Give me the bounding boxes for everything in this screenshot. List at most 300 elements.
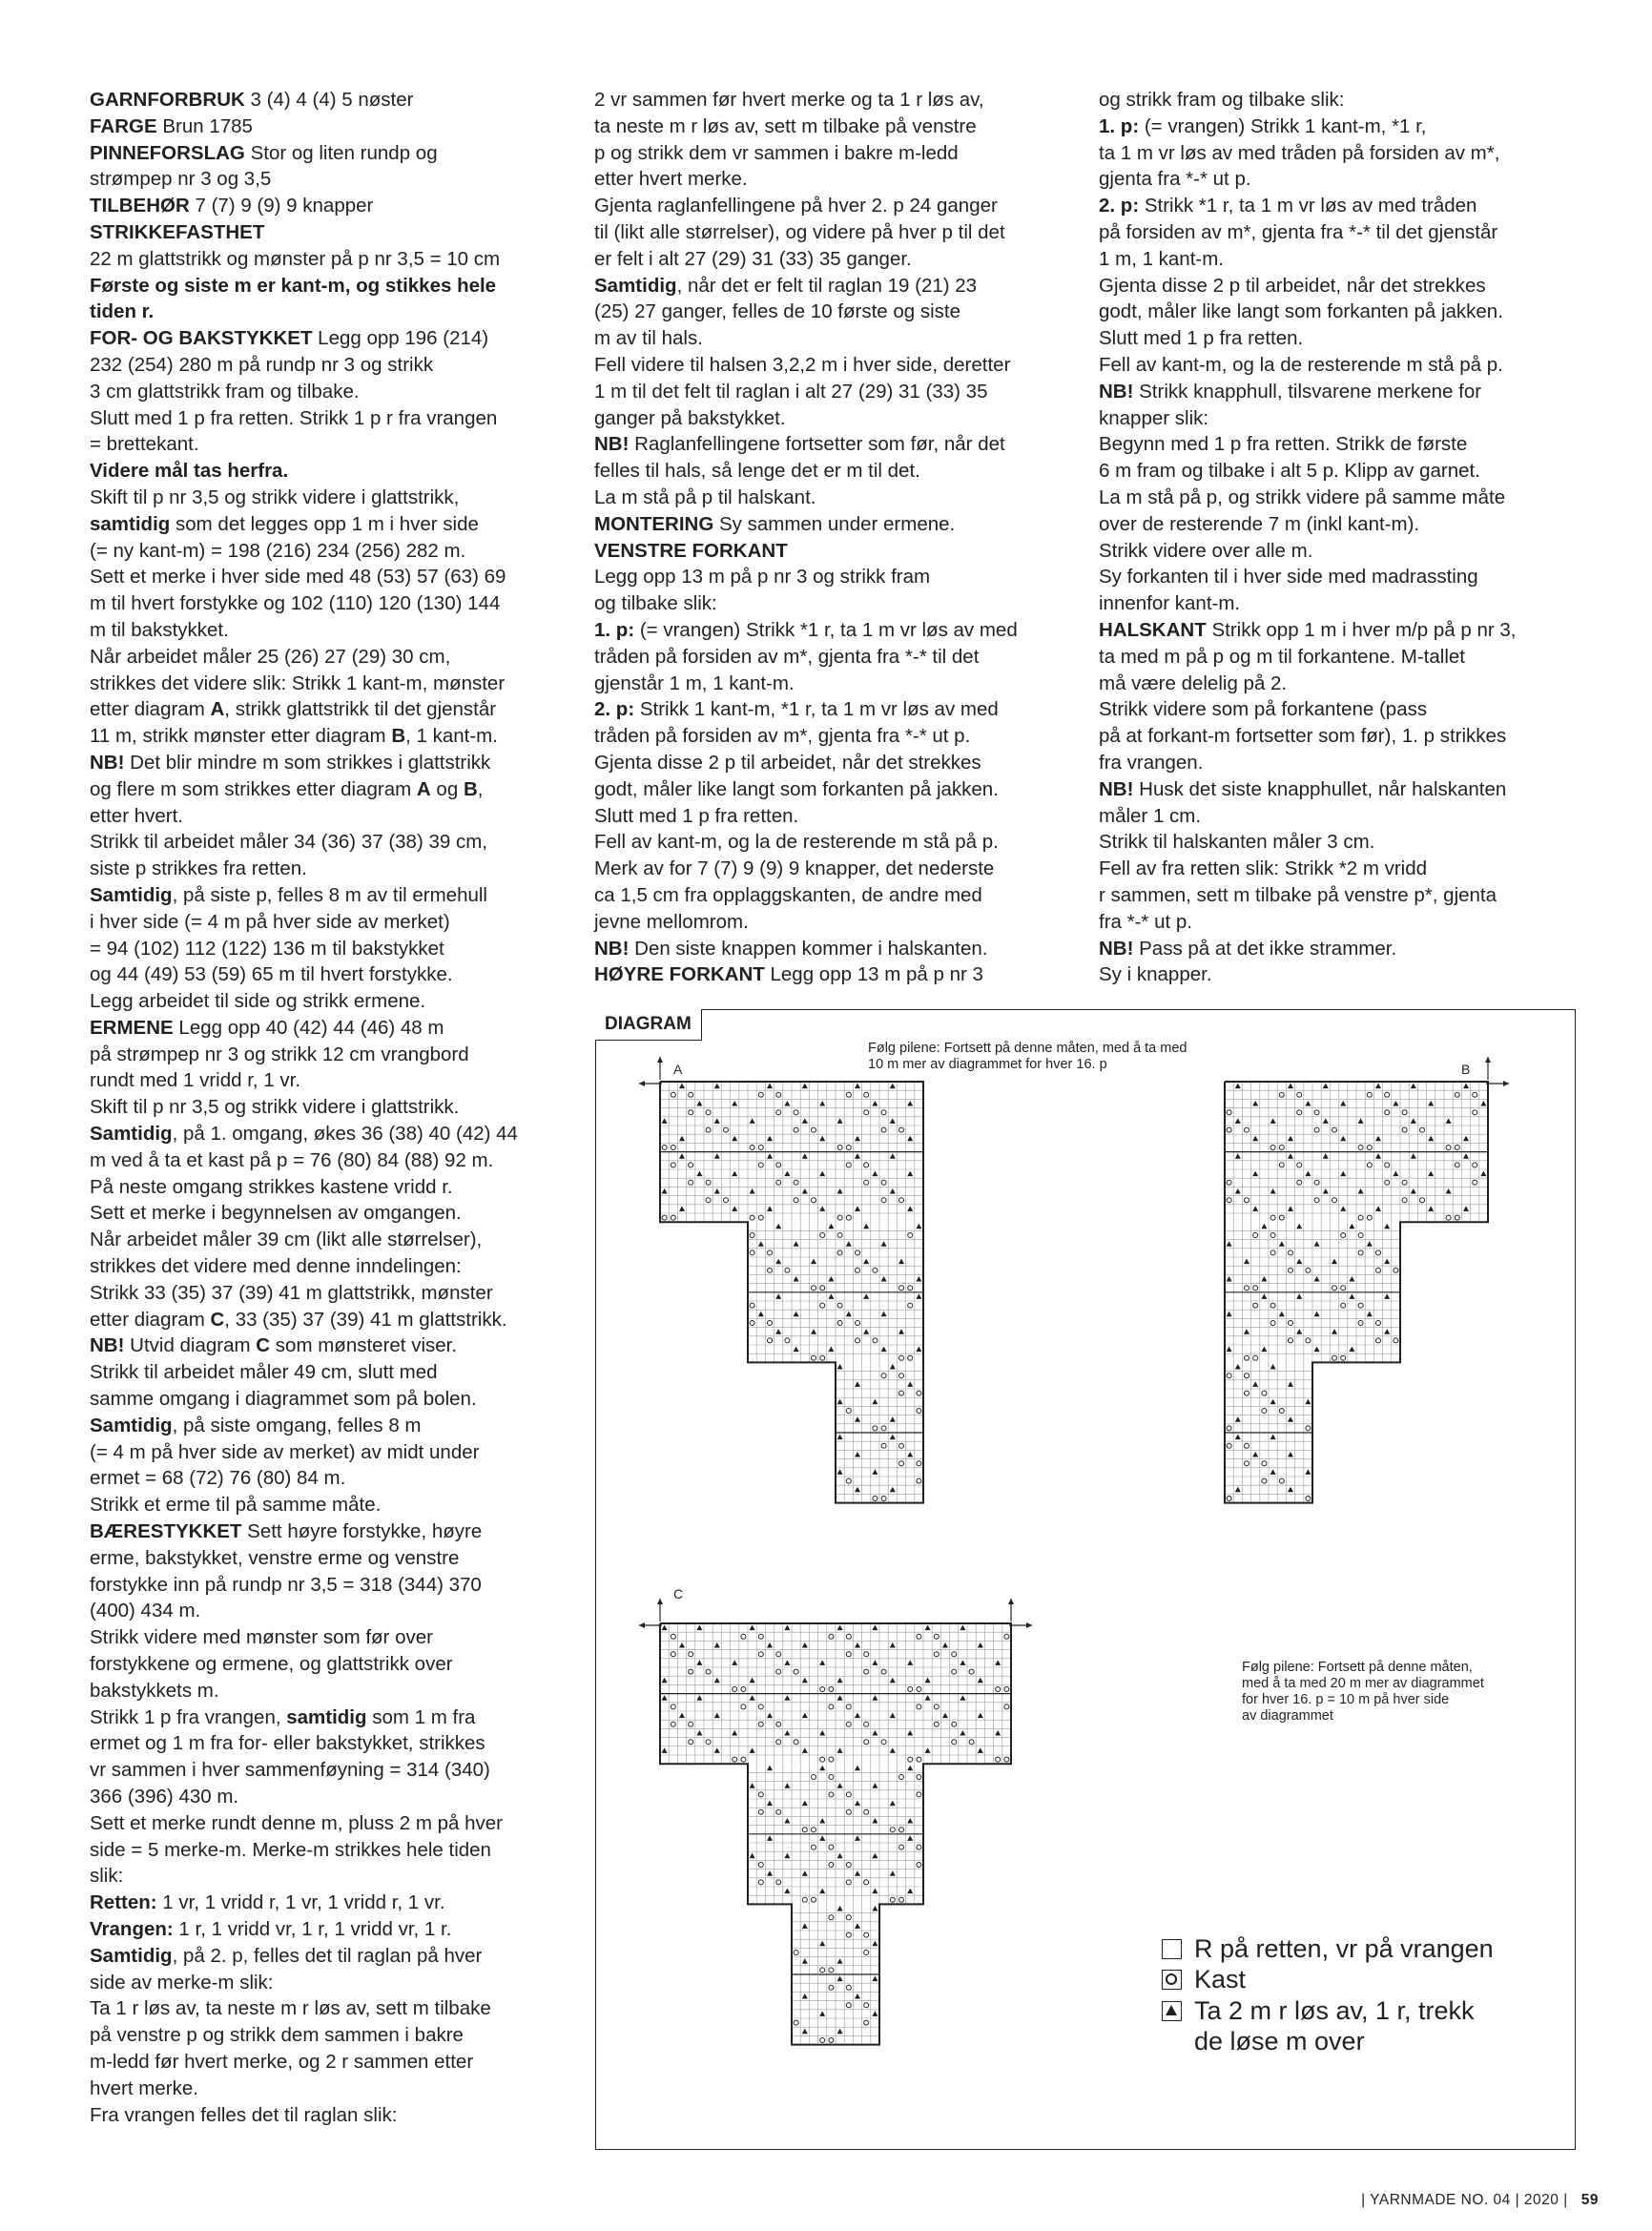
text-run: forstykkene og ermene, og glattstrikk over bbox=[90, 1653, 453, 1676]
page-footer bbox=[1361, 2192, 1599, 2209]
text-line bbox=[90, 961, 586, 988]
text-run: Strikk videre med mønster som før over bbox=[90, 1626, 433, 1649]
text-line bbox=[594, 140, 1090, 167]
text-run: (= vrangen) Strikk 1 kant-m, *1 r, bbox=[1139, 114, 1427, 137]
text-line bbox=[594, 590, 1090, 617]
bold-text: STRIKKEFASTHET bbox=[90, 220, 265, 243]
text-line bbox=[1099, 431, 1595, 458]
arrow-head bbox=[1485, 1057, 1491, 1063]
text-run: innenfor kant-m. bbox=[1099, 592, 1241, 615]
text-line bbox=[594, 909, 1090, 936]
text-run: tråden på forsiden av m*, gjenta fra *-* til det bbox=[594, 645, 980, 668]
note-ab bbox=[868, 1041, 1187, 1073]
text-line bbox=[1099, 961, 1595, 988]
text-run: (= 4 m på hver side av merket) av midt under bbox=[90, 1440, 480, 1463]
legend-label: Ta 2 m r løs av, 1 r, trekk bbox=[1194, 1996, 1475, 2025]
text-run: ta 1 m vr løs av med tråden på forsiden av m*, bbox=[1099, 141, 1500, 164]
text-line bbox=[594, 379, 1090, 405]
text-line bbox=[90, 1067, 586, 1094]
text-line bbox=[1099, 87, 1595, 114]
text-line bbox=[1099, 936, 1595, 962]
text-line bbox=[1099, 140, 1595, 167]
text-line bbox=[90, 882, 586, 909]
text-run: som mønsteret viser. bbox=[270, 1334, 458, 1357]
text-run: Strikk knapphull, tilsvarene merkene for bbox=[1133, 380, 1482, 403]
bold-text: Samtidig bbox=[90, 1123, 173, 1146]
text-run: = 94 (102) 112 (122) 136 m til bakstykket bbox=[90, 937, 444, 960]
bold-text: samtidig bbox=[286, 1705, 367, 1728]
text-run: er felt i alt 27 (29) 31 (33) 35 ganger. bbox=[594, 247, 912, 270]
text-line bbox=[1099, 193, 1595, 219]
text-line bbox=[90, 1545, 586, 1572]
text-run: På neste omgang strikkes kastene vridd r. bbox=[90, 1175, 453, 1198]
text-line bbox=[594, 856, 1090, 882]
bold-text: HØYRE FORKANT bbox=[594, 963, 765, 986]
text-run: 3 (4) 4 (4) 5 nøster bbox=[244, 89, 414, 111]
text-run: i hver side (= 4 m på hver side av merket) bbox=[90, 910, 450, 933]
text-line bbox=[90, 1810, 586, 1837]
text-column-3 bbox=[1099, 87, 1595, 988]
text-run: ca 1,5 cm fra opplaggskanten, de andre med bbox=[594, 883, 982, 906]
text-run: , på 1. omgang, økes 36 (38) 40 (42) 44 bbox=[172, 1123, 518, 1146]
text-line bbox=[90, 1678, 586, 1704]
text-line bbox=[594, 696, 1090, 723]
text-line bbox=[90, 1837, 586, 1864]
text-line bbox=[90, 988, 586, 1015]
text-run: Sett høyre forstykke, høyre bbox=[241, 1520, 483, 1543]
text-run: , strikk glattstrikk til det gjenstår bbox=[224, 698, 497, 721]
text-line bbox=[1099, 882, 1595, 909]
text-line bbox=[1099, 696, 1595, 723]
bold-text: C bbox=[210, 1308, 225, 1331]
text-run: Skift til p nr 3,5 og strikk videre i glattstrikk, bbox=[90, 485, 460, 508]
text-line bbox=[594, 882, 1090, 909]
text-run: = brettekant. bbox=[90, 433, 199, 456]
text-run: Når arbeidet måler 25 (26) 27 (29) 30 cm, bbox=[90, 645, 451, 668]
text-column-1 bbox=[90, 87, 586, 2128]
text-run: og 44 (49) 53 (59) 65 m til hvert forstykke. bbox=[90, 963, 453, 986]
text-run: godt, måler like langt som forkanten på jakken. bbox=[1099, 300, 1503, 323]
bold-text: NB! bbox=[1099, 777, 1134, 800]
bold-text: B bbox=[391, 725, 406, 748]
bold-text: FOR- OG BAKSTYKKET bbox=[90, 327, 313, 350]
text-run: Fra vrangen felles det til raglan slik: bbox=[90, 2103, 398, 2126]
text-line bbox=[594, 352, 1090, 379]
text-run: m til hvert forstykke og 102 (110) 120 (130) 144 bbox=[90, 592, 501, 615]
bold-text: 2. p: bbox=[594, 698, 635, 721]
text-run: på forsiden av m*, gjenta fra *-* til det gjenstår bbox=[1099, 220, 1498, 243]
text-run: godt, måler like langt som forkanten på jakken. bbox=[594, 777, 999, 800]
legend-label: R på retten, vr på vrangen bbox=[1194, 1934, 1494, 1963]
text-run: og tilbake slik: bbox=[594, 592, 717, 615]
text-run: rundt med 1 vridd r, 1 vr. bbox=[90, 1069, 301, 1092]
circle-icon bbox=[1162, 1970, 1182, 1990]
arrow-head bbox=[639, 1622, 645, 1628]
bold-text: NB! bbox=[1099, 937, 1134, 960]
text-line bbox=[90, 723, 586, 750]
text-run: m til bakstykket. bbox=[90, 618, 229, 641]
text-line bbox=[90, 1943, 586, 1970]
bold-text: MONTERING bbox=[594, 512, 714, 535]
note-c-line: for hver 16. p = 10 m på hver side bbox=[1242, 1692, 1450, 1707]
bold-text: 2. p: bbox=[1099, 195, 1140, 217]
text-run: Brun 1785 bbox=[156, 114, 253, 137]
note-c bbox=[1242, 1660, 1484, 1725]
text-run: Sy sammen under ermene. bbox=[713, 512, 956, 535]
text-run: ermet = 68 (72) 76 (80) 84 m. bbox=[90, 1467, 346, 1490]
text-run: strikkes det videre slik: Strikk 1 kant-m, mønster bbox=[90, 671, 506, 694]
text-line bbox=[90, 1518, 586, 1545]
text-run: jevne mellomrom. bbox=[594, 910, 749, 933]
bold-text: tiden r. bbox=[90, 300, 155, 323]
text-run: Sett et merke rundt denne m, pluss 2 m på hver bbox=[90, 1811, 503, 1834]
bold-text: ERMENE bbox=[90, 1016, 174, 1039]
text-line bbox=[90, 2076, 586, 2102]
text-line bbox=[594, 961, 1090, 988]
bold-text: Samtidig bbox=[594, 274, 677, 297]
bold-text: NB! bbox=[90, 751, 125, 774]
text-line bbox=[90, 1890, 586, 1916]
text-run: tråden på forsiden av m*, gjenta fra *-* ut p. bbox=[594, 725, 971, 748]
text-line bbox=[1099, 644, 1595, 671]
text-run: strikkes det videre med denne inndelingen: bbox=[90, 1255, 462, 1278]
text-run: m av til hals. bbox=[594, 327, 703, 350]
knitting-chart bbox=[595, 1009, 1576, 2150]
text-line bbox=[90, 114, 586, 140]
text-line bbox=[1099, 564, 1595, 590]
text-run: 3 cm glattstrikk fram og tilbake. bbox=[90, 380, 360, 403]
text-line bbox=[90, 1651, 586, 1678]
text-run: (25) 27 ganger, felles de 10 første og siste bbox=[594, 300, 961, 323]
text-line bbox=[1099, 325, 1595, 352]
text-run: , 33 (35) 37 (39) 41 m glattstrikk. bbox=[224, 1308, 507, 1331]
bold-text: samtidig bbox=[90, 512, 171, 535]
text-run: Strikk videre over alle m. bbox=[1099, 539, 1313, 562]
text-run: , på siste omgang, felles 8 m bbox=[172, 1414, 422, 1436]
text-run: Legg opp 196 (214) bbox=[312, 327, 489, 350]
text-run: gjenstår 1 m, 1 kant-m. bbox=[594, 671, 795, 694]
text-run: Strikk opp 1 m i hver m/p på p nr 3, bbox=[1206, 618, 1517, 641]
text-run: over de resterende 7 m (inkl kant-m). bbox=[1099, 512, 1420, 535]
text-line bbox=[594, 671, 1090, 697]
text-line bbox=[90, 750, 586, 776]
text-line bbox=[90, 405, 586, 432]
bold-text: TILBEHØR bbox=[90, 195, 190, 217]
text-run: etter hvert merke. bbox=[594, 168, 748, 191]
page-number: 59 bbox=[1580, 2192, 1599, 2208]
text-run: , bbox=[477, 777, 484, 800]
text-line bbox=[1099, 458, 1595, 485]
text-line bbox=[594, 723, 1090, 750]
triangle-icon bbox=[1162, 2001, 1182, 2021]
text-line bbox=[90, 1386, 586, 1413]
bold-text: A bbox=[416, 777, 431, 800]
text-line bbox=[594, 246, 1090, 273]
text-line bbox=[90, 1200, 586, 1227]
note-ab-line: Følg pilene: Fortsett på denne måten, med å ta med bbox=[868, 1041, 1187, 1056]
text-run: på strømpep nr 3 og strikk 12 cm vrangbord bbox=[90, 1043, 469, 1065]
text-line bbox=[90, 538, 586, 565]
text-line bbox=[594, 564, 1090, 590]
bold-text: HALSKANT bbox=[1099, 618, 1207, 641]
diagram-title: DIAGRAM bbox=[595, 1009, 702, 1041]
text-line bbox=[594, 87, 1090, 114]
bold-text: FARGE bbox=[90, 114, 157, 137]
text-line bbox=[1099, 352, 1595, 379]
note-c-line: Følg pilene: Fortsett på denne måten, bbox=[1242, 1660, 1473, 1675]
text-run: , 1 kant-m. bbox=[405, 725, 498, 748]
text-run: Den siste knappen kommer i halskanten. bbox=[629, 937, 988, 960]
legend-item-yarnover bbox=[1162, 1965, 1246, 1994]
legend-label: Kast bbox=[1194, 1965, 1247, 1993]
text-line bbox=[90, 1916, 586, 1943]
text-run: Gjenta raglanfellingene på hver 2. p 24 ganger bbox=[594, 195, 998, 217]
bold-text: Samtidig bbox=[90, 1944, 173, 1967]
text-run: strømpep nr 3 og 3,5 bbox=[90, 168, 272, 191]
text-line bbox=[90, 1995, 586, 2022]
text-line bbox=[1099, 299, 1595, 325]
text-run: som 1 m fra bbox=[366, 1705, 476, 1728]
text-run: (400) 434 m. bbox=[90, 1600, 201, 1622]
bold-text: Videre mål tas herfra. bbox=[90, 460, 289, 483]
footer-text: | YARNMADE NO. 04 | 2020 | bbox=[1361, 2192, 1568, 2208]
text-line bbox=[1099, 617, 1595, 644]
text-run: La m stå på p til halskant. bbox=[594, 485, 816, 508]
text-line bbox=[90, 1598, 586, 1624]
text-run: Strikk til halskanten måler 3 cm. bbox=[1099, 831, 1375, 854]
text-line bbox=[594, 538, 1090, 565]
text-run: (= ny kant-m) = 198 (216) 234 (256) 282 m. bbox=[90, 539, 466, 562]
text-line bbox=[90, 2022, 586, 2049]
text-line bbox=[90, 325, 586, 352]
text-run: etter hvert. bbox=[90, 804, 183, 827]
text-run: og bbox=[430, 777, 464, 800]
bold-text: 1. p: bbox=[594, 618, 635, 641]
text-line bbox=[90, 1280, 586, 1307]
text-run: Merk av for 7 (7) 9 (9) 9 knapper, det nederste bbox=[594, 857, 995, 880]
text-line bbox=[90, 1253, 586, 1280]
text-line bbox=[594, 458, 1090, 485]
text-run: må være delelig på 2. bbox=[1099, 671, 1288, 694]
text-line bbox=[90, 696, 586, 723]
text-line bbox=[1099, 219, 1595, 246]
bold-text: PINNEFORSLAG bbox=[90, 141, 245, 164]
text-line bbox=[594, 166, 1090, 193]
text-line bbox=[1099, 538, 1595, 565]
text-line bbox=[90, 590, 586, 617]
text-line bbox=[594, 644, 1090, 671]
text-run: 1 r, 1 vridd vr, 1 r, 1 vridd vr, 1 r. bbox=[173, 1917, 452, 1940]
text-line bbox=[90, 1784, 586, 1810]
text-line bbox=[594, 776, 1090, 803]
text-line bbox=[594, 617, 1090, 644]
text-line bbox=[90, 617, 586, 644]
text-run: Stor og liten rundp og bbox=[244, 141, 438, 164]
text-run: , når det er felt til raglan 19 (21) 23 bbox=[676, 274, 978, 297]
text-run: Legg arbeidet til side og strikk ermene. bbox=[90, 990, 426, 1013]
text-line bbox=[1099, 909, 1595, 936]
text-run: fra vrangen. bbox=[1099, 751, 1204, 774]
text-run: Sett et merke i begynnelsen av omgangen. bbox=[90, 1202, 462, 1225]
text-run: Raglanfellingene fortsetter som før, når det bbox=[629, 433, 1005, 456]
text-line bbox=[1099, 829, 1595, 856]
text-line bbox=[594, 803, 1090, 830]
text-run: p og strikk dem vr sammen i bakre m-ledd bbox=[594, 141, 959, 164]
bold-text: Retten: bbox=[90, 1891, 157, 1914]
text-run: Husk det siste knapphullet, når halskanten bbox=[1133, 777, 1507, 800]
text-run: Ta 1 r løs av, ta neste m r løs av, sett m tilbake bbox=[90, 1997, 491, 2020]
bold-text: Vrangen: bbox=[90, 1917, 174, 1940]
text-run: på at forkant-m fortsetter som før), 1. p strikkes bbox=[1099, 725, 1507, 748]
text-run: gjenta fra *-* ut p. bbox=[1099, 168, 1251, 191]
text-run: samme omgang i diagrammet som på bolen. bbox=[90, 1388, 477, 1411]
text-line bbox=[594, 193, 1090, 219]
text-line bbox=[1099, 750, 1595, 776]
text-run: side = 5 merke-m. Merke-m strikkes hele tiden bbox=[90, 1838, 491, 1861]
text-line bbox=[90, 2049, 586, 2076]
text-run: og flere m som strikkes etter diagram bbox=[90, 777, 417, 800]
text-run: Strikk videre som på forkantene (pass bbox=[1099, 698, 1428, 721]
text-run: til (likt alle størrelser), og videre på hver p til det bbox=[594, 220, 1005, 243]
text-line bbox=[1099, 273, 1595, 300]
text-run: 7 (7) 9 (9) 9 knapper bbox=[189, 195, 374, 217]
text-run: Strikk *1 r, ta 1 m vr løs av med tråden bbox=[1139, 195, 1477, 217]
text-run: Sett et merke i hver side med 48 (53) 57 (63) 69 bbox=[90, 566, 506, 589]
text-line bbox=[90, 1465, 586, 1492]
note-ab-line: 10 m mer av diagrammet for hver 16. p bbox=[868, 1057, 1107, 1072]
text-run: Gjenta disse 2 p til arbeidet, når det strekkes bbox=[1099, 274, 1486, 297]
diagram-a-label: A bbox=[673, 1062, 683, 1077]
text-line bbox=[90, 1042, 586, 1068]
text-run: Gjenta disse 2 p til arbeidet, når det strekkes bbox=[594, 751, 981, 774]
text-line bbox=[90, 644, 586, 671]
text-line bbox=[90, 193, 586, 219]
text-run: som det legges opp 1 m i hver side bbox=[170, 512, 479, 535]
text-run: felles til hals, så lenge det er m til det. bbox=[594, 460, 920, 483]
text-line bbox=[1099, 590, 1595, 617]
text-run: 6 m fram og tilbake i alt 5 p. Klipp av garnet. bbox=[1099, 460, 1480, 483]
text-line bbox=[90, 1863, 586, 1890]
text-run: Utvid diagram bbox=[124, 1334, 257, 1357]
text-line bbox=[90, 1307, 586, 1333]
text-run: 22 m glattstrikk og mønster på p nr 3,5 = 10 cm bbox=[90, 247, 501, 270]
text-line bbox=[90, 87, 586, 114]
text-line bbox=[1099, 803, 1595, 830]
text-line bbox=[594, 325, 1090, 352]
text-line bbox=[594, 936, 1090, 962]
text-run: Skift til p nr 3,5 og strikk videre i glattstrikk. bbox=[90, 1096, 460, 1119]
text-run: Legg opp 40 (42) 44 (46) 48 m bbox=[173, 1016, 444, 1039]
text-run: Slutt med 1 p fra retten. bbox=[1099, 327, 1304, 350]
text-run: Det blir mindre m som strikkes i glattstrikk bbox=[124, 751, 491, 774]
text-line bbox=[90, 458, 586, 485]
text-line bbox=[90, 1174, 586, 1201]
legend-label: de løse m over bbox=[1194, 2027, 1365, 2055]
text-run: 1 m, 1 kant-m. bbox=[1099, 247, 1225, 270]
text-run: hvert merke. bbox=[90, 2076, 198, 2099]
note-c-line: av diagrammet bbox=[1242, 1708, 1333, 1724]
text-line bbox=[90, 1439, 586, 1466]
bold-text: NB! bbox=[90, 1334, 125, 1357]
text-line bbox=[1099, 405, 1595, 432]
text-run: ta med m på p og m til forkantene. M-tallet bbox=[1099, 645, 1465, 668]
text-line bbox=[1099, 511, 1595, 538]
arrow-head bbox=[639, 1081, 645, 1086]
diagram-c-label: C bbox=[673, 1586, 684, 1601]
text-run: Fell av fra retten slik: Strikk *2 m vridd bbox=[1099, 857, 1428, 880]
bold-text: C bbox=[256, 1334, 271, 1357]
text-run: på venstre p og strikk dem sammen i bakre bbox=[90, 2024, 464, 2047]
text-run: etter diagram bbox=[90, 698, 211, 721]
text-line bbox=[90, 431, 586, 458]
text-line bbox=[90, 1015, 586, 1042]
arrow-head bbox=[657, 1599, 663, 1604]
text-line bbox=[90, 671, 586, 697]
text-line bbox=[90, 273, 586, 300]
text-run: 2 vr sammen før hvert merke og ta 1 r løs av, bbox=[594, 89, 984, 111]
text-line bbox=[594, 299, 1090, 325]
text-line bbox=[90, 140, 586, 167]
text-run: og strikk fram og tilbake slik: bbox=[1099, 89, 1345, 111]
diagram-b-label: B bbox=[1461, 1062, 1471, 1077]
arrow-head bbox=[1008, 1599, 1014, 1604]
note-c-line: med å ta med 20 m mer av diagrammet bbox=[1242, 1676, 1484, 1691]
arrow-head bbox=[1026, 1622, 1032, 1628]
text-line bbox=[90, 1970, 586, 1996]
text-line bbox=[90, 1121, 586, 1147]
text-line bbox=[1099, 671, 1595, 697]
text-run: 1 m til det felt til raglan i alt 27 (29) 31 (33) 35 bbox=[594, 380, 988, 403]
text-line bbox=[1099, 776, 1595, 803]
text-run: Legg opp 13 m på p nr 3 bbox=[764, 963, 983, 986]
text-run: Sy i knapper. bbox=[1099, 963, 1212, 986]
text-line bbox=[90, 1572, 586, 1599]
text-run: ta neste m r løs av, sett m tilbake på venstre bbox=[594, 114, 977, 137]
text-run: Strikk et erme til på samme måte. bbox=[90, 1494, 382, 1517]
bold-text: NB! bbox=[594, 937, 630, 960]
text-line bbox=[90, 246, 586, 273]
text-run: m-ledd før hvert merke, og 2 r sammen etter bbox=[90, 2050, 474, 2073]
text-run: La m stå på p, og strikk videre på samme måte bbox=[1099, 485, 1506, 508]
text-line bbox=[90, 803, 586, 830]
text-run: Når arbeidet måler 39 cm (likt alle størrelser), bbox=[90, 1229, 483, 1251]
legend-item-decrease-cont bbox=[1194, 2027, 1365, 2056]
text-run: knapper slik: bbox=[1099, 406, 1209, 429]
text-run: slik: bbox=[90, 1865, 124, 1888]
bold-text: A bbox=[210, 698, 225, 721]
text-line bbox=[90, 511, 586, 538]
bold-text: Samtidig bbox=[90, 883, 173, 906]
text-run: bakstykkets m. bbox=[90, 1679, 219, 1702]
text-run: erme, bakstykket, venstre erme og venstre bbox=[90, 1546, 460, 1569]
text-run: fra *-* ut p. bbox=[1099, 910, 1192, 933]
text-line bbox=[594, 405, 1090, 432]
text-line bbox=[90, 909, 586, 936]
text-line bbox=[90, 485, 586, 511]
text-line bbox=[90, 829, 586, 856]
text-line bbox=[1099, 246, 1595, 273]
text-run: Begynn med 1 p fra retten. Strikk de første bbox=[1099, 433, 1468, 456]
text-line bbox=[90, 1094, 586, 1121]
text-run: , på siste p, felles 8 m av til ermehull bbox=[172, 883, 487, 906]
legend-item-decrease bbox=[1162, 1996, 1475, 2026]
text-run: ermet og 1 m fra for- eller bakstykket, strikkes bbox=[90, 1732, 485, 1755]
text-line bbox=[90, 936, 586, 962]
arrow-head bbox=[657, 1057, 663, 1063]
text-line bbox=[90, 776, 586, 803]
text-line bbox=[1099, 166, 1595, 193]
empty-square-icon bbox=[1162, 1939, 1182, 1959]
